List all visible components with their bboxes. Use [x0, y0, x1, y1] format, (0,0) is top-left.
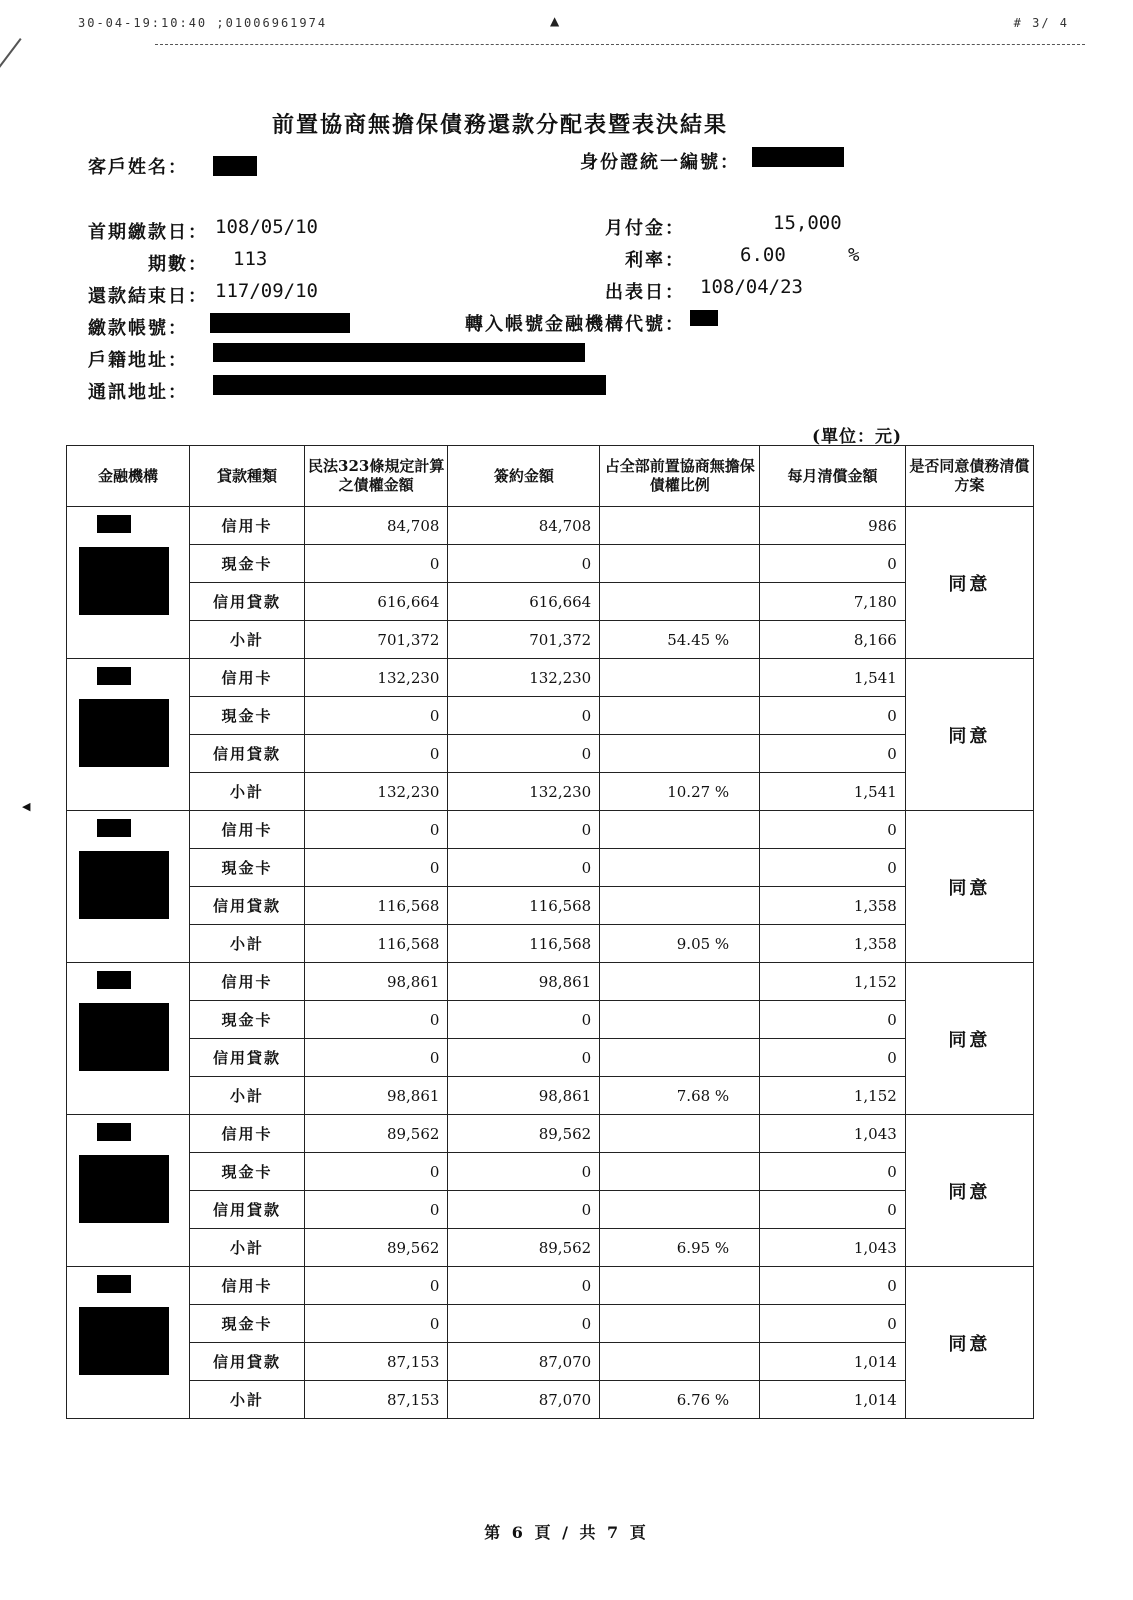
ratio-cell [600, 545, 760, 583]
monthly-payment-cell: 0 [760, 811, 906, 849]
ratio-cell [600, 1305, 760, 1343]
subtotal-row [67, 773, 1034, 811]
claim-amount-cell: 98,861 [304, 963, 448, 1001]
contract-amount-cell: 616,664 [448, 583, 600, 621]
monthly-payment-cell: 0 [760, 545, 906, 583]
monthly-payment-cell: 0 [760, 1191, 906, 1229]
table-row [67, 507, 1034, 545]
claim-amount-cell: 701,372 [304, 621, 448, 659]
loan-type-cell: 小計 [190, 925, 305, 963]
bank-code-label: 轉入帳號金融機構代號： [465, 314, 685, 335]
monthly-payment-cell: 8,166 [760, 621, 906, 659]
monthly-payment-cell: 1,043 [760, 1115, 906, 1153]
redaction-bar [97, 515, 131, 533]
redaction-bar [79, 699, 169, 767]
claim-amount-cell: 0 [304, 1001, 448, 1039]
header-ratio: 占全部前置協商無擔保債權比例 [600, 446, 760, 507]
payment-account-label: 繳款帳號： [88, 318, 188, 339]
redacted-bank-name [67, 811, 190, 963]
claim-amount-cell: 0 [304, 697, 448, 735]
loan-type-cell: 信用貸款 [190, 1191, 305, 1229]
contract-amount-cell: 89,562 [448, 1229, 600, 1267]
table-row [67, 1191, 1034, 1229]
ratio-cell [600, 1039, 760, 1077]
issue-date-value: 108/04/23 [700, 276, 803, 298]
contract-amount-cell: 0 [448, 1191, 600, 1229]
table-header-row [67, 446, 1034, 507]
loan-type-cell: 信用貸款 [190, 735, 305, 773]
claim-amount-cell: 616,664 [304, 583, 448, 621]
contract-amount-cell: 98,861 [448, 963, 600, 1001]
fax-marker: ▲ [550, 14, 560, 28]
ratio-cell [600, 1115, 760, 1153]
redacted-payment-account [210, 313, 350, 333]
table-row [67, 1305, 1034, 1343]
claim-amount-cell: 0 [304, 811, 448, 849]
allocation-table [66, 445, 1034, 1419]
redacted-bank-name [67, 1267, 190, 1419]
loan-type-cell: 信用卡 [190, 811, 305, 849]
table-row [67, 1267, 1034, 1305]
loan-type-cell: 信用貸款 [190, 887, 305, 925]
table-row [67, 1343, 1034, 1381]
header-loan-type: 貸款種類 [190, 446, 305, 507]
table-row [67, 849, 1034, 887]
redaction-bar [97, 971, 131, 989]
ratio-cell [600, 887, 760, 925]
table-row [67, 1039, 1034, 1077]
fax-header-left: 30-04-19:10:40 ;01006961974 [78, 16, 328, 30]
monthly-payment-cell: 7,180 [760, 583, 906, 621]
redaction-bar [79, 547, 169, 615]
redacted-bank-name [67, 659, 190, 811]
table-row [67, 545, 1034, 583]
subtotal-row [67, 1229, 1034, 1267]
contract-amount-cell: 0 [448, 1039, 600, 1077]
loan-type-cell: 現金卡 [190, 849, 305, 887]
monthly-payment-value: 15,000 [773, 212, 842, 234]
claim-amount-cell: 0 [304, 1153, 448, 1191]
contract-amount-cell: 0 [448, 849, 600, 887]
redacted-mailing-address [213, 375, 606, 395]
redacted-bank-name [67, 963, 190, 1115]
monthly-payment-cell: 1,358 [760, 925, 906, 963]
loan-type-cell: 信用卡 [190, 507, 305, 545]
ratio-cell [600, 963, 760, 1001]
loan-type-cell: 小計 [190, 1229, 305, 1267]
loan-type-cell: 信用卡 [190, 1115, 305, 1153]
claim-amount-cell: 0 [304, 1267, 448, 1305]
fax-page-counter: # 3/ 4 [1013, 16, 1069, 30]
interest-rate-value: 6.00 [740, 244, 786, 266]
loan-type-cell: 小計 [190, 1077, 305, 1115]
redaction-bar [79, 1155, 169, 1223]
monthly-payment-cell: 0 [760, 1039, 906, 1077]
loan-type-cell: 現金卡 [190, 1153, 305, 1191]
ratio-cell: 6.76 % [600, 1381, 760, 1419]
side-marker: ◀ [22, 800, 31, 813]
agreement-cell: 同意 [905, 1267, 1033, 1419]
redaction-bar [79, 1307, 169, 1375]
loan-type-cell: 小計 [190, 1381, 305, 1419]
end-date-label: 還款結束日： [88, 286, 208, 307]
monthly-payment-cell: 0 [760, 1153, 906, 1191]
ratio-cell: 7.68 % [600, 1077, 760, 1115]
redaction-bar [97, 1275, 131, 1293]
monthly-payment-cell: 0 [760, 735, 906, 773]
contract-amount-cell: 0 [448, 1305, 600, 1343]
claim-amount-cell: 0 [304, 849, 448, 887]
loan-type-cell: 信用貸款 [190, 1343, 305, 1381]
ratio-cell [600, 1343, 760, 1381]
document-title: 前置協商無擔保債務還款分配表暨表決結果 [271, 112, 728, 138]
claim-amount-cell: 0 [304, 545, 448, 583]
table-row [67, 1001, 1034, 1039]
subtotal-row [67, 1381, 1034, 1419]
monthly-payment-label: 月付金： [605, 218, 685, 239]
subtotal-row [67, 925, 1034, 963]
monthly-payment-cell: 1,014 [760, 1381, 906, 1419]
ratio-cell: 10.27 % [600, 773, 760, 811]
redacted-registered-address [213, 343, 585, 362]
ratio-cell: 54.45 % [600, 621, 760, 659]
table-row [67, 735, 1034, 773]
claim-amount-cell: 116,568 [304, 925, 448, 963]
redaction-bar [79, 1003, 169, 1071]
contract-amount-cell: 0 [448, 697, 600, 735]
agreement-cell: 同意 [905, 963, 1033, 1115]
monthly-payment-cell: 1,358 [760, 887, 906, 925]
issue-date-label: 出表日： [605, 282, 685, 303]
loan-type-cell: 現金卡 [190, 697, 305, 735]
unit-note: (單位：元) [812, 427, 903, 447]
end-date-value: 117/09/10 [215, 280, 318, 302]
ratio-cell: 6.95 % [600, 1229, 760, 1267]
allocation-table-body [67, 507, 1034, 1419]
contract-amount-cell: 0 [448, 811, 600, 849]
claim-amount-cell: 0 [304, 1039, 448, 1077]
claim-amount-cell: 132,230 [304, 659, 448, 697]
contract-amount-cell: 0 [448, 545, 600, 583]
customer-name-label: 客戶姓名： [88, 157, 188, 178]
claim-amount-cell: 84,708 [304, 507, 448, 545]
ratio-cell [600, 507, 760, 545]
loan-type-cell: 信用卡 [190, 1267, 305, 1305]
ratio-cell [600, 849, 760, 887]
claim-amount-cell: 89,562 [304, 1229, 448, 1267]
redacted-id-number [752, 147, 844, 167]
ratio-cell [600, 583, 760, 621]
contract-amount-cell: 701,372 [448, 621, 600, 659]
interest-rate-unit: % [848, 244, 860, 266]
redaction-bar [97, 1123, 131, 1141]
contract-amount-cell: 116,568 [448, 887, 600, 925]
ratio-cell [600, 1001, 760, 1039]
loan-type-cell: 信用貸款 [190, 1039, 305, 1077]
contract-amount-cell: 87,070 [448, 1381, 600, 1419]
monthly-payment-cell: 0 [760, 1267, 906, 1305]
header-monthly-payment: 每月清償金額 [760, 446, 906, 507]
table-row [67, 583, 1034, 621]
table-row [67, 697, 1034, 735]
loan-type-cell: 信用卡 [190, 659, 305, 697]
ratio-cell [600, 1191, 760, 1229]
loan-type-cell: 現金卡 [190, 545, 305, 583]
monthly-payment-cell: 1,541 [760, 659, 906, 697]
redacted-bank-code [690, 310, 718, 326]
claim-amount-cell: 116,568 [304, 887, 448, 925]
monthly-payment-cell: 1,541 [760, 773, 906, 811]
registered-address-label: 戶籍地址： [88, 350, 188, 371]
ratio-cell [600, 735, 760, 773]
monthly-payment-cell: 0 [760, 1305, 906, 1343]
claim-amount-cell: 132,230 [304, 773, 448, 811]
ratio-cell [600, 811, 760, 849]
redaction-bar [97, 819, 131, 837]
loan-type-cell: 信用卡 [190, 963, 305, 1001]
first-payment-value: 108/05/10 [215, 216, 318, 238]
first-payment-label: 首期繳款日： [88, 222, 208, 243]
contract-amount-cell: 0 [448, 1153, 600, 1191]
monthly-payment-cell: 0 [760, 697, 906, 735]
redaction-bar [97, 667, 131, 685]
table-row [67, 887, 1034, 925]
agreement-cell: 同意 [905, 659, 1033, 811]
id-number-label: 身份證統一編號： [580, 152, 740, 173]
header-bank: 金融機構 [67, 446, 190, 507]
agreement-cell: 同意 [905, 1115, 1033, 1267]
contract-amount-cell: 98,861 [448, 1077, 600, 1115]
claim-amount-cell: 0 [304, 1305, 448, 1343]
claim-amount-cell: 98,861 [304, 1077, 448, 1115]
redacted-customer-name [213, 156, 257, 176]
claim-amount-cell: 0 [304, 735, 448, 773]
interest-rate-label: 利率： [625, 250, 685, 271]
header-claim-amount: 民法323條規定計算之債權金額 [304, 446, 448, 507]
subtotal-row [67, 621, 1034, 659]
monthly-payment-cell: 0 [760, 1001, 906, 1039]
monthly-payment-cell: 1,152 [760, 963, 906, 1001]
table-row [67, 1153, 1034, 1191]
table-row [67, 963, 1034, 1001]
contract-amount-cell: 132,230 [448, 773, 600, 811]
claim-amount-cell: 87,153 [304, 1381, 448, 1419]
loan-type-cell: 現金卡 [190, 1305, 305, 1343]
agreement-cell: 同意 [905, 811, 1033, 963]
loan-type-cell: 信用貸款 [190, 583, 305, 621]
loan-type-cell: 現金卡 [190, 1001, 305, 1039]
installments-value: 113 [233, 248, 268, 270]
agreement-cell: 同意 [905, 507, 1033, 659]
monthly-payment-cell: 0 [760, 849, 906, 887]
loan-type-cell: 小計 [190, 773, 305, 811]
table-row [67, 811, 1034, 849]
ratio-cell [600, 1153, 760, 1191]
header-contract-amount: 簽約金額 [448, 446, 600, 507]
table-row [67, 1115, 1034, 1153]
claim-amount-cell: 87,153 [304, 1343, 448, 1381]
redacted-bank-name [67, 507, 190, 659]
fax-divider [155, 44, 1085, 45]
contract-amount-cell: 116,568 [448, 925, 600, 963]
ratio-cell: 9.05 % [600, 925, 760, 963]
installments-label: 期數： [148, 254, 208, 275]
monthly-payment-cell: 1,014 [760, 1343, 906, 1381]
contract-amount-cell: 87,070 [448, 1343, 600, 1381]
subtotal-row [67, 1077, 1034, 1115]
mailing-address-label: 通訊地址： [88, 382, 188, 403]
monthly-payment-cell: 1,043 [760, 1229, 906, 1267]
contract-amount-cell: 0 [448, 1267, 600, 1305]
contract-amount-cell: 132,230 [448, 659, 600, 697]
page-footer: 第 6 頁 / 共 7 頁 [484, 1523, 649, 1542]
redacted-bank-name [67, 1115, 190, 1267]
claim-amount-cell: 89,562 [304, 1115, 448, 1153]
loan-type-cell: 小計 [190, 621, 305, 659]
ratio-cell [600, 697, 760, 735]
ratio-cell [600, 659, 760, 697]
monthly-payment-cell: 1,152 [760, 1077, 906, 1115]
contract-amount-cell: 0 [448, 1001, 600, 1039]
table-row [67, 659, 1034, 697]
monthly-payment-cell: 986 [760, 507, 906, 545]
redaction-bar [79, 851, 169, 919]
contract-amount-cell: 0 [448, 735, 600, 773]
claim-amount-cell: 0 [304, 1191, 448, 1229]
contract-amount-cell: 89,562 [448, 1115, 600, 1153]
contract-amount-cell: 84,708 [448, 507, 600, 545]
ratio-cell [600, 1267, 760, 1305]
header-agreement: 是否同意債務清償方案 [905, 446, 1033, 507]
